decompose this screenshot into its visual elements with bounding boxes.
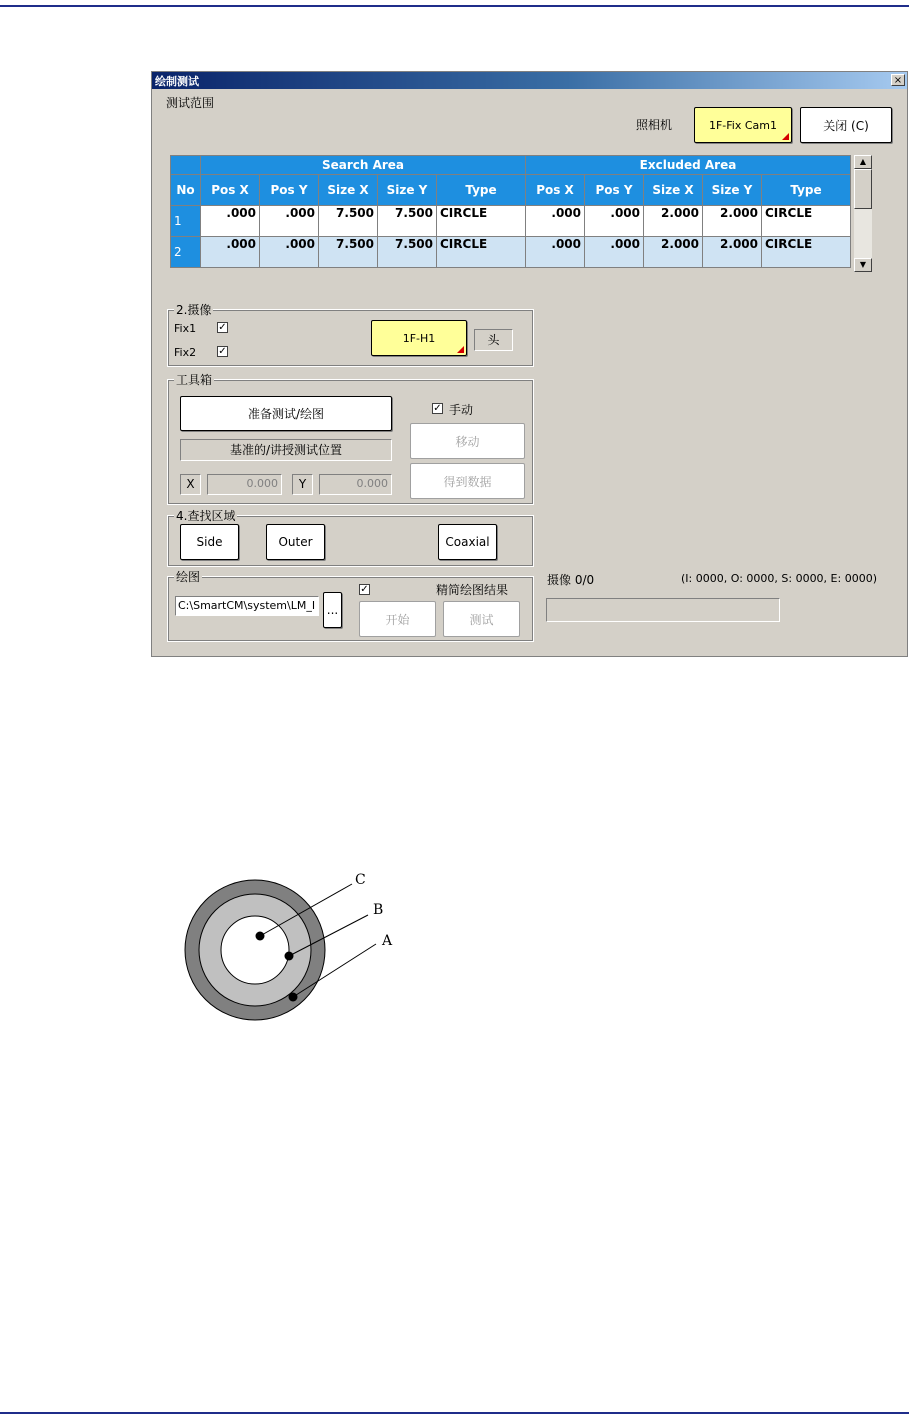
fix2-checkbox[interactable]: ✓ bbox=[218, 346, 227, 357]
column-header: Pos Y bbox=[260, 175, 319, 206]
table-cell[interactable]: CIRCLE bbox=[437, 206, 526, 237]
reference-position-label: 基准的/讲授测试位置 bbox=[180, 439, 392, 461]
table-cell[interactable]: .000 bbox=[526, 237, 585, 268]
column-header: Size Y bbox=[378, 175, 437, 206]
scroll-down-icon[interactable]: ▼ bbox=[854, 258, 872, 272]
head-select-label: 1F-H1 bbox=[402, 331, 436, 345]
bottom-rule bbox=[0, 1412, 909, 1414]
column-header: No bbox=[171, 175, 201, 206]
label-a: A bbox=[382, 933, 393, 949]
column-header: Pos X bbox=[526, 175, 585, 206]
side-button[interactable] bbox=[180, 524, 239, 560]
capture-status: 摄像 0/0 bbox=[547, 573, 595, 587]
column-header: Type bbox=[762, 175, 851, 206]
table-cell[interactable]: 2.000 bbox=[644, 237, 703, 268]
x-value-field[interactable]: 0.000 bbox=[207, 474, 282, 495]
row-number: 1 bbox=[171, 206, 201, 237]
fix2-label: Fix2 bbox=[174, 346, 197, 359]
table-row[interactable] bbox=[171, 206, 851, 237]
prepare-test-button[interactable] bbox=[180, 396, 392, 431]
head-select-button[interactable] bbox=[371, 320, 467, 356]
browse-button[interactable] bbox=[323, 592, 342, 628]
table-cell[interactable]: 7.500 bbox=[378, 206, 437, 237]
y-label: Y bbox=[292, 474, 313, 495]
column-header: Size Y bbox=[703, 175, 762, 206]
label-c: C bbox=[355, 872, 366, 888]
table-cell[interactable]: 7.500 bbox=[378, 237, 437, 268]
column-header: Pos X bbox=[201, 175, 260, 206]
table-cell[interactable]: 7.500 bbox=[319, 206, 378, 237]
fix1-label: Fix1 bbox=[174, 322, 197, 335]
close-button[interactable] bbox=[800, 107, 892, 143]
table-cell[interactable]: .000 bbox=[201, 206, 260, 237]
search-area-header: Search Area bbox=[201, 156, 526, 175]
coaxial-button[interactable] bbox=[438, 524, 497, 560]
test-button[interactable] bbox=[443, 601, 520, 637]
search-region-caption: 4.查找区域 bbox=[176, 509, 236, 523]
x-label: X bbox=[180, 474, 201, 495]
simplify-checkbox[interactable]: ✓ bbox=[360, 584, 369, 595]
table-row[interactable] bbox=[171, 237, 851, 268]
label-b: B bbox=[373, 902, 384, 918]
camera-group-caption: 2.摄像 bbox=[176, 303, 212, 317]
move-button[interactable] bbox=[410, 423, 525, 459]
excluded-area-header: Excluded Area bbox=[526, 156, 851, 175]
outer-button[interactable] bbox=[266, 524, 325, 560]
y-value-field[interactable]: 0.000 bbox=[319, 474, 392, 495]
table-cell[interactable]: .000 bbox=[585, 237, 644, 268]
browse-label: ... bbox=[326, 603, 339, 617]
camera-select-button[interactable] bbox=[694, 107, 792, 143]
table-cell[interactable]: .000 bbox=[585, 206, 644, 237]
table-cell[interactable]: CIRCLE bbox=[762, 206, 851, 237]
path-field[interactable]: C:\SmartCM\system\LM_I bbox=[175, 596, 319, 616]
table-cell[interactable]: .000 bbox=[526, 206, 585, 237]
start-label: 开始 bbox=[385, 612, 410, 627]
simplify-label: 精简绘图结果 bbox=[436, 583, 509, 597]
fix1-checkbox[interactable]: ✓ bbox=[218, 322, 227, 333]
get-data-button[interactable] bbox=[410, 463, 525, 499]
close-icon[interactable]: × bbox=[891, 74, 905, 86]
toolbox-caption: 工具箱 bbox=[176, 373, 213, 387]
title-bar bbox=[152, 72, 907, 89]
table-cell[interactable]: .000 bbox=[260, 237, 319, 268]
point-b bbox=[285, 952, 294, 961]
table-cell[interactable]: .000 bbox=[260, 206, 319, 237]
table-cell[interactable]: 7.500 bbox=[319, 237, 378, 268]
close-button-label: 关闭 (C) bbox=[823, 118, 869, 133]
prepare-test-label: 准备测试/绘图 bbox=[247, 407, 325, 421]
get-data-label: 得到数据 bbox=[443, 474, 492, 489]
outer-label: Outer bbox=[278, 535, 313, 549]
camera-select-label: 1F-Fix Cam1 bbox=[708, 118, 778, 132]
progress-bar bbox=[546, 598, 780, 622]
row-number: 2 bbox=[171, 237, 201, 268]
move-label: 移动 bbox=[455, 434, 480, 449]
plot-caption: 绘图 bbox=[176, 570, 201, 584]
test-range-label: 测试范围 bbox=[166, 96, 215, 110]
scroll-thumb[interactable] bbox=[854, 169, 872, 209]
coaxial-label: Coaxial bbox=[445, 535, 490, 549]
point-a bbox=[289, 993, 298, 1002]
count-status: (I: 0000, O: 0000, S: 0000, E: 0000) bbox=[681, 572, 877, 585]
test-label: 测试 bbox=[469, 612, 494, 627]
table-cell[interactable]: CIRCLE bbox=[437, 237, 526, 268]
head-label: 头 bbox=[474, 329, 513, 351]
top-rule bbox=[0, 5, 909, 7]
inner-circle bbox=[221, 916, 289, 984]
table-cell[interactable]: 2.000 bbox=[703, 237, 762, 268]
area-table bbox=[170, 155, 851, 268]
table-scrollbar[interactable] bbox=[854, 155, 872, 272]
column-header: Size X bbox=[644, 175, 703, 206]
table-corner bbox=[171, 156, 201, 175]
point-c bbox=[256, 932, 265, 941]
table-cell[interactable]: .000 bbox=[201, 237, 260, 268]
side-label: Side bbox=[196, 535, 223, 549]
camera-label: 照相机 bbox=[636, 118, 673, 132]
column-header: Pos Y bbox=[585, 175, 644, 206]
table-cell[interactable]: CIRCLE bbox=[762, 237, 851, 268]
window-title: 绘制测试 bbox=[155, 75, 199, 88]
table-cell[interactable]: 2.000 bbox=[644, 206, 703, 237]
column-header: Size X bbox=[319, 175, 378, 206]
column-header: Type bbox=[437, 175, 526, 206]
scroll-up-icon[interactable]: ▲ bbox=[854, 155, 872, 169]
manual-checkbox[interactable]: ✓ bbox=[433, 403, 442, 414]
table-cell[interactable]: 2.000 bbox=[703, 206, 762, 237]
concentric-circle-diagram bbox=[180, 870, 410, 1030]
manual-label: 手动 bbox=[449, 403, 474, 417]
start-button[interactable] bbox=[359, 601, 436, 637]
